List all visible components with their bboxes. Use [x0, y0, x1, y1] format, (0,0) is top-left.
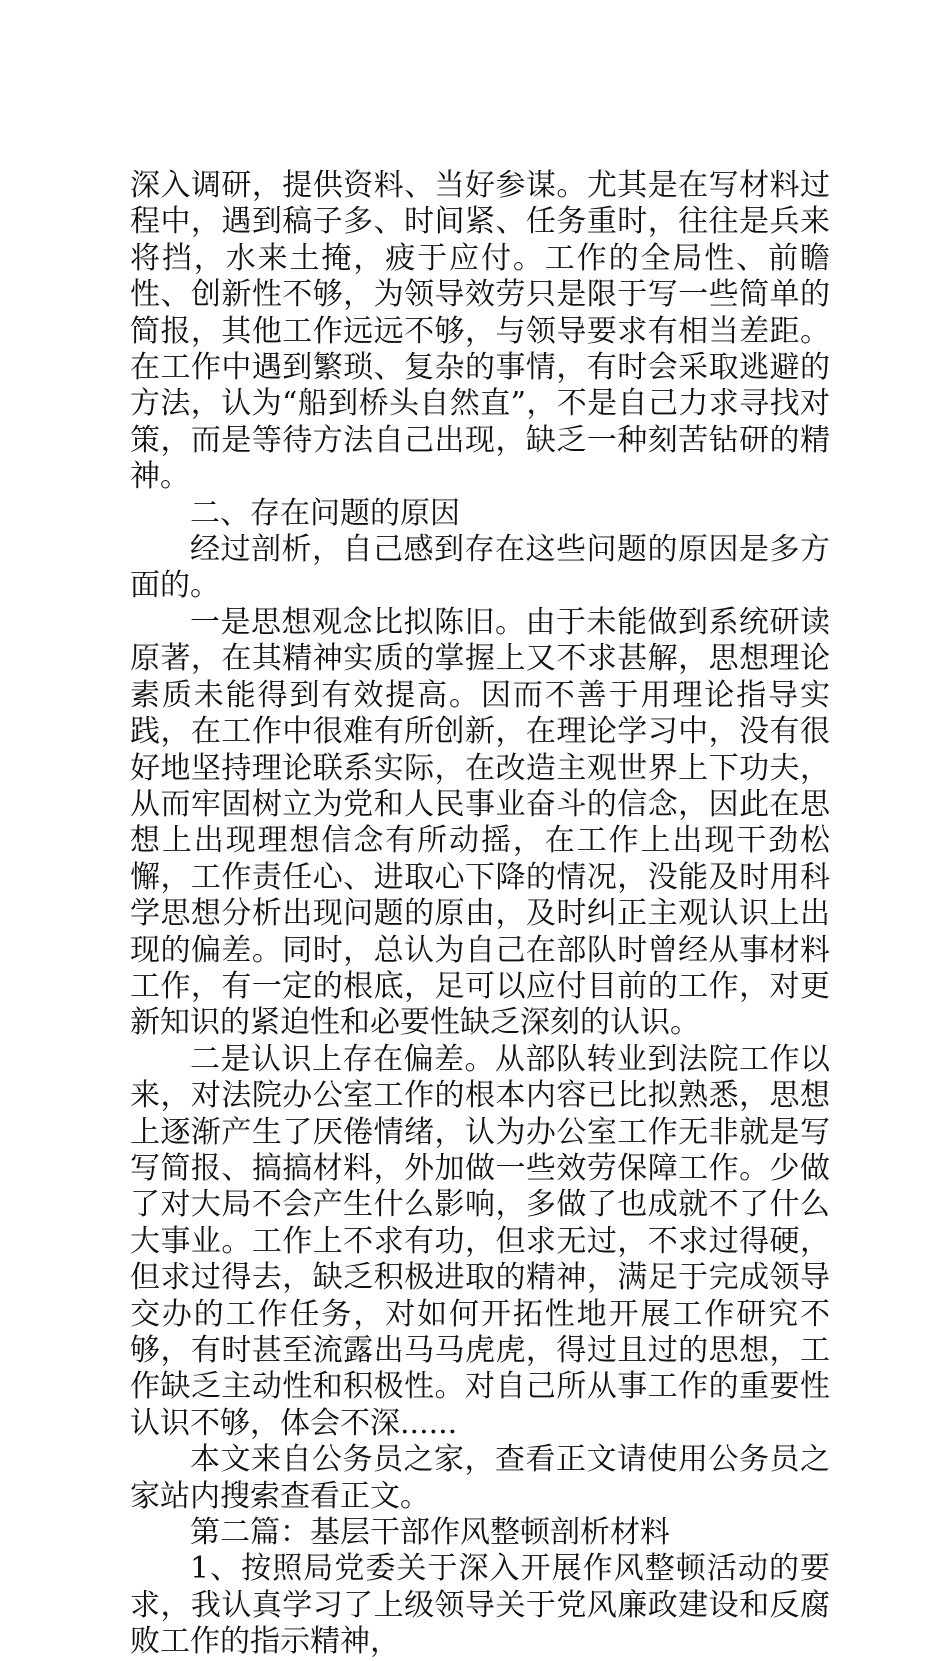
- body-paragraph: 二是认识上存在偏差。从部队转业到法院工作以来，对法院办公室工作的根本内容已比拟熟悉，思想上逐渐产生了厌倦情绪，认为办公室工作无非就是写写简报、搞搞材料，外加做一些效劳保障工作。少做了对大局不会产生什么影响，多做了也成就不了什么大事业。工作上不求有功，但求无过，不求过得硬，但求过得去，缺乏积极进取的精神，满足于完成领导交办的工作任务，对如何开拓性地开展工作研究不够，有时甚至流露出马马虎虎，得过且过的思想，工作缺乏主动性和积极性。对自己所从事工作的重要性认识不够，体会不深......: [130, 1041, 830, 1441]
- body-paragraph: 经过剖析，自己感到存在这些问题的原因是多方面的。: [130, 532, 830, 604]
- body-paragraph: 一是思想观念比拟陈旧。由于未能做到系统研读原著，在其精神实质的掌握上又不求甚解，思想理论素质未能得到有效提高。因而不善于用理论指导实践，在工作中很难有所创新，在理论学习中，没有很好地坚持理论联系实际，在改造主观世界上下功夫，从而牢固树立为党和人民事业奋斗的信念，因此在思想上出现理想信念有所动摇，在工作上出现干劲松懈，工作责任心、进取心下降的情况，没能及时用科学思想分析出现问题的原由，及时纠正主观认识上出现的偏差。同时，总认为自己在部队时曾经从事材料工作，有一定的根底，足可以应付目前的工作，对更新知识的紧迫性和必要性缺乏深刻的认识。: [130, 604, 830, 1041]
- section-heading-causes: 二、存在问题的原因: [190, 495, 460, 531]
- source-note: 本文来自公务员之家，查看正文请使用公务员之家站内搜索查看正文。: [130, 1442, 830, 1514]
- body-paragraph: 深入调研，提供资料、当好参谋。尤其是在写材料过程中，遇到稿子多、时间紧、任务重时，往往是兵来将挡，水来土掩，疲于应付。工作的全局性、前瞻性、创新性不够，为领导效劳只是限于写一些简单的简报，其他工作远远不够，与领导要求有相当差距。在工作中遇到繁琐、复杂的事情，有时会采取逃避的方法，认为“船到桥头自然直”，不是自己力求寻找对策，而是等待方法自己出现，缺乏一种刻苦钻研的精神。: [130, 168, 830, 495]
- body-paragraph: 1、按照局党委关于深入开展作风整顿活动的要求，我认真学习了上级领导关于党风廉政建设和反腐败工作的指示精神，: [130, 1551, 830, 1660]
- part-two-title: 第二篇：基层干部作风整顿剖析材料: [190, 1515, 670, 1551]
- document-body: [130, 168, 830, 1661]
